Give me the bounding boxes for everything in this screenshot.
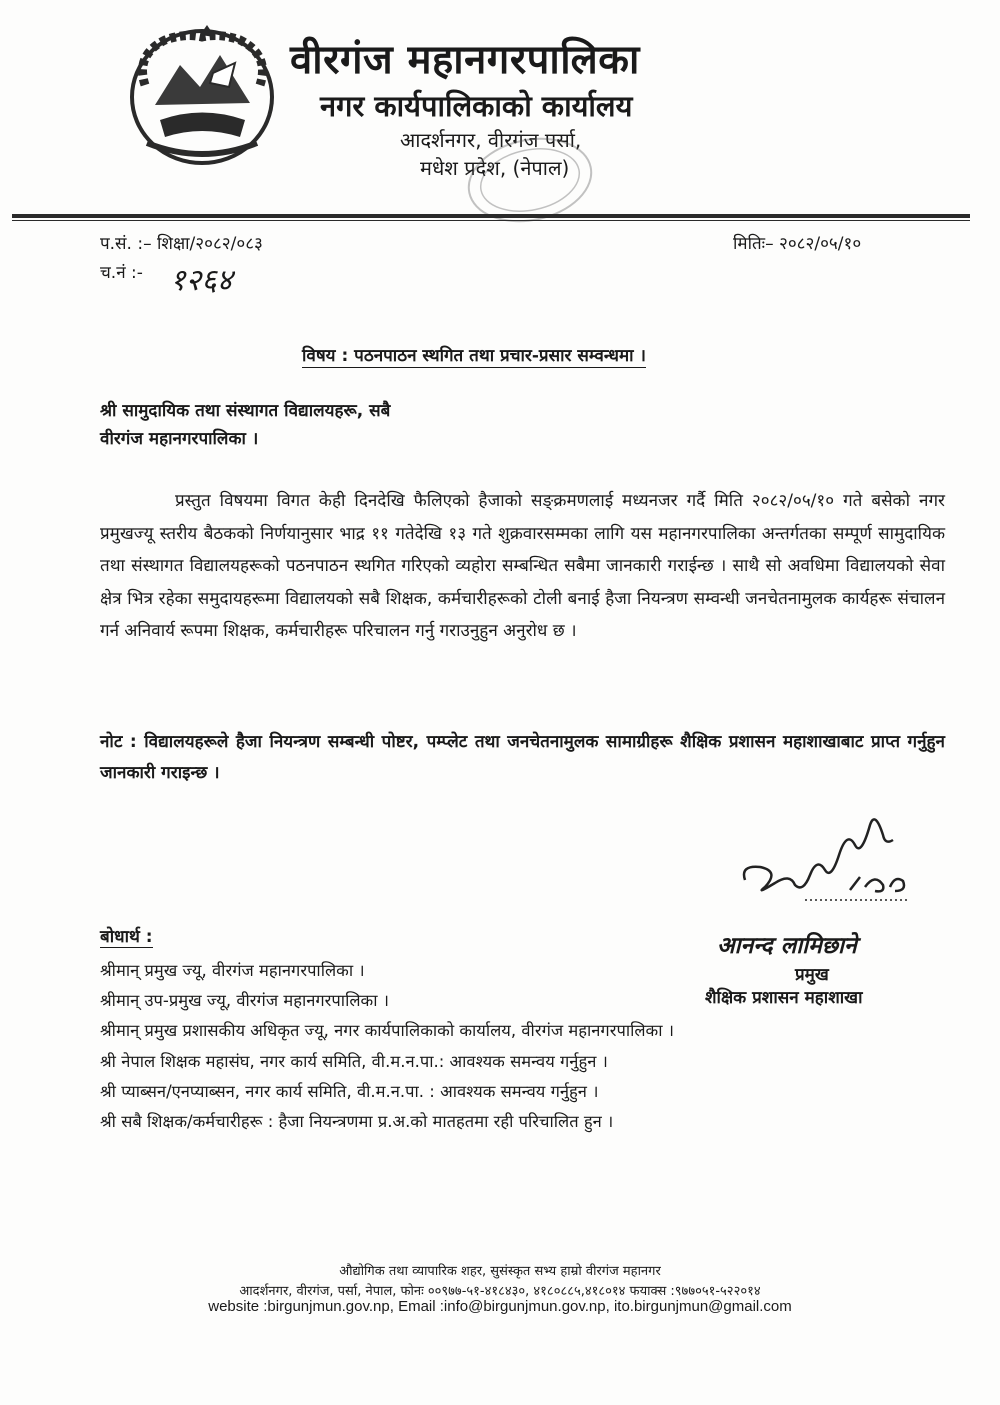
office-address-line1: आदर्शनगर, वीरगंज पर्सा, (400, 128, 582, 152)
cc-item: श्रीमान् प्रमुख प्रशासकीय अधिकृत ज्यू, नगर कार्यपालिकाको कार्यालय, वीरगंज महानगरपालिका । (100, 1021, 674, 1041)
header-divider-thick (12, 214, 970, 218)
signatory-name: आनन्द लामिछाने (717, 933, 857, 959)
office-address-line2: मधेश प्रदेश, (नेपाल) (420, 156, 570, 180)
letter-date: मितिः– २०८२/०५/१० (733, 234, 862, 254)
handwritten-signature (735, 795, 925, 915)
dispatch-number-handwritten: १२६४ (170, 263, 233, 298)
cc-item: श्रीमान् उप-प्रमुख ज्यू, वीरगंज महानगरपालिका । (100, 991, 389, 1011)
letter-note: नोट : विद्यालयहरूले हैजा नियन्त्रण सम्बन्धी पोष्टर, पम्प्लेट तथा जनचेतनामुलक सामाग्रीहरू शैक्षिक प्रशासन महाशाखाबाट प्राप्त गर्नुहुन जानकारी गराइन्छ । (100, 732, 945, 783)
footer-contact: आदर्शनगर, वीरगंज, पर्सा, नेपाल, फोनः ००९७७-५१-४१८४३०, ४१८०८८५,४१८०१४ फयाक्स :९७७०५१-५२२०१४ (239, 1284, 761, 1299)
municipality-title: वीरगंज महानगरपालिका (290, 37, 640, 83)
cc-list (100, 956, 674, 1137)
cc-heading: बोधार्थ : (100, 924, 153, 948)
header-divider-thin (12, 220, 970, 221)
office-title: नगर कार्यपालिकाको कार्यालय (320, 89, 633, 123)
cc-item: श्री सबै शिक्षक/कर्मचारीहरू : हैजा नियन्त्रणमा प्र.अ.को मातहतमा रही परिचालित हुन । (100, 1111, 614, 1131)
letter-subject: विषय : पठनपाठन स्थगित तथा प्रचार-प्रसार सम्वन्धमा । (302, 343, 646, 368)
signatory-department: शैक्षिक प्रशासन महाशाखा (705, 988, 863, 1008)
nepal-emblem-logo (125, 25, 280, 170)
addressee-line1: श्री सामुदायिक तथा संस्थागत विद्यालयहरू, सबै (100, 401, 391, 421)
signatory-title: प्रमुख (795, 965, 829, 985)
dispatch-number-label: च.नं :- (100, 263, 143, 283)
reference-number: प.सं. :– शिक्षा/२०८२/०८३ (100, 234, 263, 254)
footer-slogan: औद्योगिक तथा व्यापारिक शहर, सुसंस्कृत सभ्य हाम्रो वीरगंज महानगर (339, 1264, 661, 1279)
cc-item: श्री नेपाल शिक्षक महासंघ, नगर कार्य समिति, वी.म.न.पा.: आवश्यक समन्वय गर्नुहुन । (100, 1051, 608, 1071)
footer-web: website :birgunjmun.gov.np, Email :info@birgunjmun.gov.np, ito.birgunjmun@gmail.com (208, 1298, 792, 1315)
cc-item: श्री प्याब्सन/एनप्याब्सन, नगर कार्य समिति, वी.म.न.पा. : आवश्यक समन्वय गर्नुहुन । (100, 1081, 599, 1101)
letter-body: प्रस्तुत विषयमा विगत केही दिनदेखि फैलिएको हैजाको सङ्क्रमणलाई मध्यनजर गर्दै मिति २०८२/०५/१० गते बसेको नगर प्रमुखज्यू स्तरीय बैठकको निर्णयानुसार भाद्र ११ गतेदेखि १३ गते शुक्रवारसम्मका लागि यस महानगरपालिका अन्तर्गतका सम्पूर्ण सामुदायिक तथा संस्थागत विद्यालयहरूको पठनपाठन स्थगित गरिएको व्यहोरा सम्बन्धित सबैमा जानकारी गराईन्छ । साथै सो अवधिमा विद्यालयको सेवा क्षेत्र भित्र रहेका समुदायहरूमा विद्यालयको सबै शिक्षक, कर्मचारीहरूको टोली बनाई हैजा नियन्त्रण सम्वन्धी जनचेतनामुलक कार्यहरू संचालन गर्न अनिवार्य रूपमा शिक्षक, कर्मचारीहरू परिचालन गर्नु गराउनुहुन अनुरोध छ । (100, 491, 945, 641)
cc-item: श्रीमान् प्रमुख ज्यू, वीरगंज महानगरपालिका । (100, 961, 365, 980)
addressee-line2: वीरगंज महानगरपालिका । (100, 429, 259, 449)
